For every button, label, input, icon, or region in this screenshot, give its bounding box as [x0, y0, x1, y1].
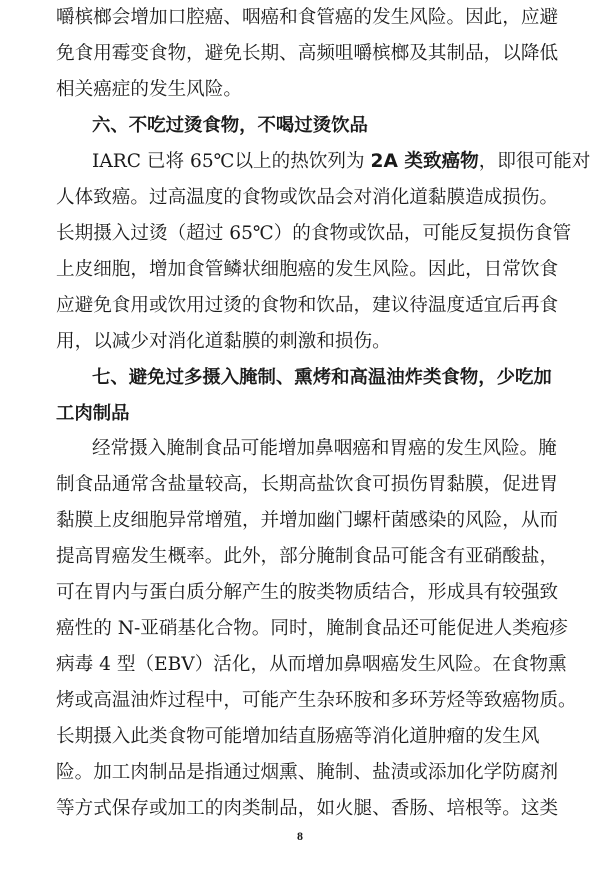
- text-line: 免食用霉变食物，避免长期、高频咀嚼槟榔及其制品，以降低: [56, 43, 559, 64]
- text-line: 长期摄入过烫（超过 65℃）的食物或饮品，可能反复损伤食管: [56, 223, 572, 244]
- text-line: 人体致癌。过高温度的食物或饮品会对消化道黏膜造成损伤。: [56, 187, 559, 208]
- text-line: 应避免食用或饮用过烫的食物和饮品，建议待温度适宜后再食: [56, 295, 559, 316]
- emphasis-2a-carcinogen: 2A 类致癌物: [370, 151, 479, 172]
- text-line: 经常摄入腌制食品可能增加鼻咽癌和胃癌的发生风险。腌: [92, 438, 557, 459]
- page-number: 8: [297, 829, 303, 843]
- text-line: 长期摄入此类食物可能增加结直肠癌等消化道肿瘤的发生风: [56, 726, 540, 747]
- text-line: 可在胃内与蛋白质分解产生的胺类物质结合，形成具有较强致: [56, 582, 559, 603]
- text-line: 用，以减少对消化道黏膜的刺激和损伤。: [56, 331, 391, 352]
- text-line: 提高胃癌发生概率。此外，部分腌制食品可能含有亚硝酸盐，: [56, 546, 559, 567]
- section-heading-7-continued: 工肉制品: [56, 403, 130, 424]
- text-line: 癌性的 N-亚硝基化合物。同时，腌制食品还可能促进人类疱疹: [56, 618, 568, 639]
- text-line: 上皮细胞，增加食管鳞状细胞癌的发生风险。因此，日常饮食: [56, 259, 559, 280]
- section-heading-6: 六、不吃过烫食物，不喝过烫饮品: [92, 115, 368, 136]
- text-segment: ，即很可能对: [478, 151, 591, 172]
- text-line: 制食品通常含盐量较高，长期高盐饮食可损伤胃黏膜，促进胃: [56, 474, 559, 495]
- text-line: 险。加工肉制品是指通过烟熏、腌制、盐渍或添加化学防腐剂: [56, 762, 559, 783]
- text-line: 嚼槟榔会增加口腔癌、咽癌和食管癌的发生风险。因此，应避: [56, 7, 559, 28]
- text-line: [92, 150, 590, 174]
- text-line: 等方式保存或加工的肉类制品，如火腿、香肠、培根等。这类: [56, 798, 559, 819]
- text-line: 病毒 4 型（EBV）活化，从而增加鼻咽癌发生风险。在食物熏: [56, 654, 567, 675]
- section-heading-7: 七、避免过多摄入腌制、熏烤和高温油炸类食物，少吃加: [92, 367, 552, 388]
- text-line: 相关癌症的发生风险。: [56, 79, 242, 100]
- text-segment: IARC 已将 65℃以上的热饮列为: [92, 151, 371, 172]
- text-line: 烤或高温油炸过程中，可能产生杂环胺和多环芳烃等致癌物质。: [56, 690, 577, 711]
- text-line: 黏膜上皮细胞异常增殖，并增加幽门螺杆菌感染的风险，从而: [56, 510, 559, 531]
